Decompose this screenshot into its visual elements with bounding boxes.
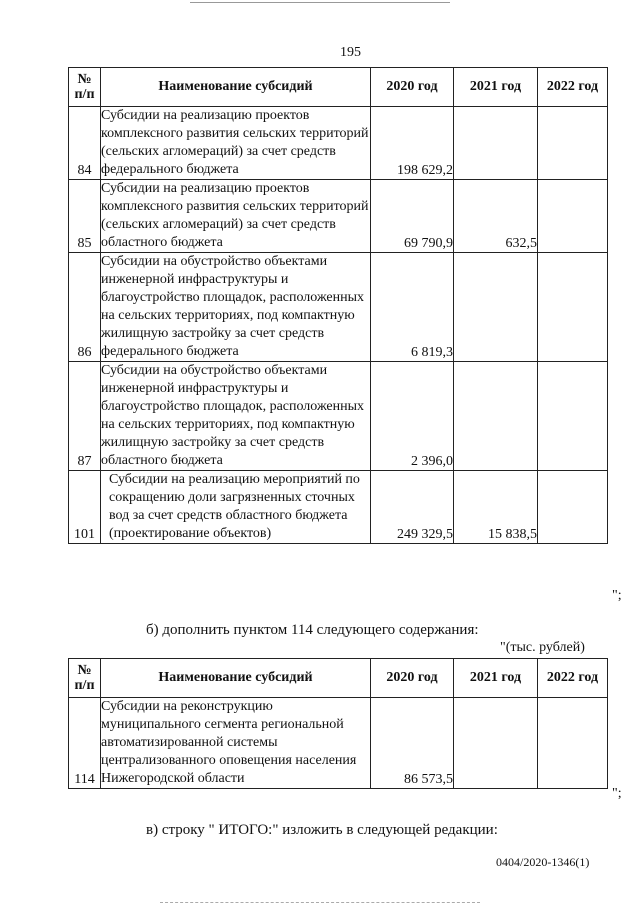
column-header-2022: 2022 год — [538, 659, 608, 698]
value-2021: 15 838,5 — [454, 471, 538, 544]
value-2020: 6 819,3 — [371, 253, 454, 362]
subsidy-name: Субсидии на реализацию мероприятий по сокращению доли загрязненных сточных вод за счет средств областного бюджета (проектирование объектов) — [101, 471, 371, 544]
paragraph-b: б) дополнить пунктом 114 следующего содержания: — [146, 622, 479, 638]
subsidy-name: Субсидии на реализацию проектов комплексного развития сельских территорий (сельских агломераций) за счет средств федерального бюджета — [101, 107, 371, 180]
row-number: 85 — [69, 180, 101, 253]
row-number: 86 — [69, 253, 101, 362]
table-row — [69, 698, 608, 789]
value-2022 — [538, 107, 608, 180]
units-label: "(тыс. рублей) — [500, 640, 585, 655]
column-header-2020: 2020 год — [371, 659, 454, 698]
column-header-2022: 2022 год — [538, 68, 608, 107]
table-row — [69, 107, 608, 180]
row-number: 114 — [69, 698, 101, 789]
value-2022 — [538, 698, 608, 789]
column-header-number — [69, 659, 101, 698]
row-number: 84 — [69, 107, 101, 180]
closing-quote-mark: "; — [612, 588, 622, 603]
subsidy-name: Субсидии на реализацию проектов комплексного развития сельских территорий (сельских агломераций) за счет средств областного бюджета — [101, 180, 371, 253]
scan-edge-top — [190, 2, 450, 3]
value-2022 — [538, 180, 608, 253]
column-header-number-abbr: п/п — [74, 87, 95, 102]
value-2020: 198 629,2 — [371, 107, 454, 180]
scan-edge-bottom — [160, 902, 480, 903]
column-header-2020: 2020 год — [371, 68, 454, 107]
value-2020: 69 790,9 — [371, 180, 454, 253]
subsidy-name: Субсидии на обустройство объектами инженерной инфраструктуры и благоустройство площадок, расположенных на сельских территориях, под компактную жилищную застройку за счет средств областного бюджета — [101, 362, 371, 471]
subsidy-name: Субсидии на реконструкцию муниципального сегмента региональной автоматизированной системы централизованного оповещения населения Нижегородской области — [101, 698, 371, 789]
value-2021: 632,5 — [454, 180, 538, 253]
column-header-name: Наименование субсидий — [101, 68, 371, 107]
row-number: 101 — [69, 471, 101, 544]
paragraph-c: в) строку " ИТОГО:" изложить в следующей редакции: — [146, 822, 498, 838]
row-number: 87 — [69, 362, 101, 471]
value-2022 — [538, 362, 608, 471]
column-header-name: Наименование субсидий — [101, 659, 371, 698]
subsidies-table-addition — [68, 658, 608, 789]
value-2021 — [454, 253, 538, 362]
column-header-number-abbr: п/п — [74, 678, 95, 693]
table-header-row — [69, 659, 608, 698]
value-2022 — [538, 253, 608, 362]
value-2020: 2 396,0 — [371, 362, 454, 471]
column-header-number — [69, 68, 101, 107]
column-header-number-sign: № — [77, 663, 92, 678]
table-row — [69, 180, 608, 253]
page-number: 195 — [340, 45, 361, 60]
table-row — [69, 471, 608, 544]
value-2021 — [454, 698, 538, 789]
column-header-2021: 2021 год — [454, 659, 538, 698]
subsidy-name: Субсидии на обустройство объектами инженерной инфраструктуры и благоустройство площадок, расположенных на сельских территориях, под компактную жилищную застройку за счет средств федерального бюджета — [101, 253, 371, 362]
table-row — [69, 253, 608, 362]
column-header-2021: 2021 год — [454, 68, 538, 107]
closing-quote-mark: "; — [612, 786, 622, 801]
subsidies-table — [68, 67, 608, 544]
value-2021 — [454, 362, 538, 471]
value-2021 — [454, 107, 538, 180]
value-2020: 86 573,5 — [371, 698, 454, 789]
table-row — [69, 362, 608, 471]
column-header-number-sign: № — [77, 72, 92, 87]
value-2020: 249 329,5 — [371, 471, 454, 544]
document-code: 0404/2020-1346(1) — [496, 855, 590, 869]
table-header-row — [69, 68, 608, 107]
value-2022 — [538, 471, 608, 544]
